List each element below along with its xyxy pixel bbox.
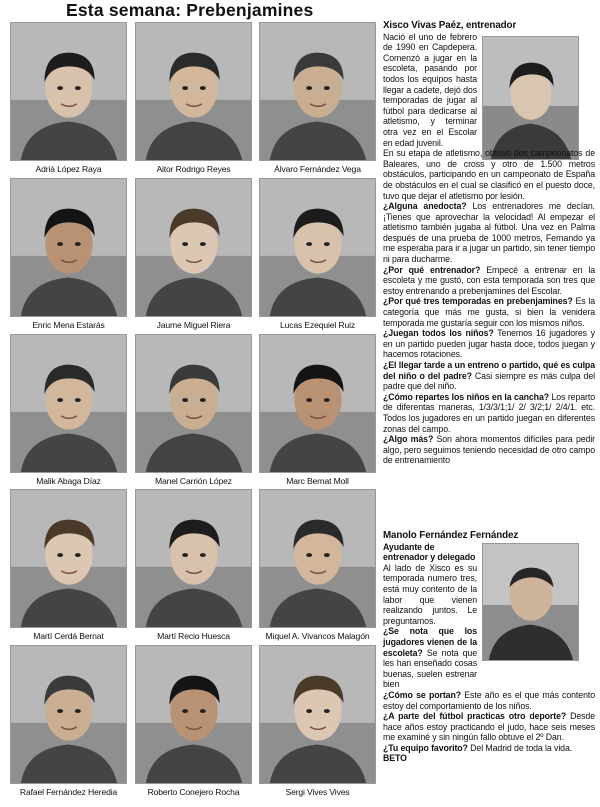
interview-question: ¿El llegar tarde a un entreno o partido, qué es culpa del niño o del padre? (383, 360, 595, 381)
player-name: Aitor Rodrigo Reyes (156, 164, 231, 174)
player-name: Miquel A. Vivancos Malagón (265, 631, 370, 641)
player-card (135, 489, 252, 641)
interview-answer: Los entrenadores me decían. ¡Tienes que aprovechar la velocidad! Al empezar el atletismo también jugaba al fútbol. Una vez en Palma después de una prueba de 1000 metros, Fernando ya me esperaba para ir a jugar un partido, sin tener tiempo ni para ducharme. (383, 201, 596, 265)
player-card (135, 22, 252, 174)
player-photo (10, 334, 127, 473)
player-name: Rafael Fernández Heredia (19, 787, 118, 797)
player-name: Marc Bernat Moll (286, 476, 349, 486)
assistant-role: Ayudante de entrenador y delegado (383, 541, 476, 563)
coach-article (383, 21, 595, 466)
coach-interview (383, 201, 595, 466)
player-name: Malik Abaga Díaz (36, 476, 101, 486)
interview-question: ¿Cómo se portan? (383, 689, 461, 700)
interview-answer: Es la categoría que más me gusta, si bien la venidera temporada me gustaría seguir con los mismos niños. (383, 296, 595, 328)
player-card (259, 22, 376, 174)
interview-entry (383, 328, 595, 360)
player-name: Adrià López Raya (35, 164, 102, 174)
player-name: Sergi Vives Vives (285, 787, 350, 797)
player-photo (259, 22, 376, 161)
player-card (259, 178, 376, 330)
interview-entry (383, 690, 595, 711)
player-photo (259, 489, 376, 628)
interview-question: ¿Juegan todos los niños? (383, 328, 494, 339)
player-name: Roberto Conejero Rocha (147, 787, 240, 797)
player-card (259, 489, 376, 641)
interview-question: ¿Cómo repartes los niños en la cancha? (383, 391, 550, 402)
player-card (10, 178, 127, 330)
author-signature: BETO (383, 753, 407, 764)
interview-question: ¿Tu equipo favorito? (383, 742, 468, 753)
coach-bio: Nació el uno de febrero de 1990 en Capdepera. Comenzó a jugar en la escoleta, pasando por todos los equipos hasta llegar a cadete, dejó dos temporadas de jugar al fútbol para dedicarse al atletismo, y terminar otra vez en el Escolar en edad juvenil. (383, 31, 477, 148)
interview-entry (383, 711, 595, 743)
interview-answer: Desde hace años estoy practicando el judo, hace seis meses me examiné y sin ningún fallo obtuve el 2º Dan. (383, 711, 595, 743)
interview-answer: Del Madrid de toda la vida. (467, 742, 573, 753)
player-photo (259, 645, 376, 784)
coach-heading: Xisco Vivas Paéz, entrenador (383, 20, 517, 31)
player-photo (135, 334, 252, 473)
player-photo (10, 22, 127, 161)
interview-question: ¿Se nota que los jugadores vienen de la escoleta? (383, 626, 477, 658)
player-photo (135, 178, 252, 317)
player-name: Martí Recio Huesca (157, 631, 230, 641)
player-card (259, 334, 376, 486)
player-card (259, 645, 376, 797)
interview-answer: Se nota que les han enseñado cosas buenas, suelen estrenar bien (383, 647, 477, 690)
assistant-article (383, 531, 595, 764)
interview-entry (383, 434, 595, 466)
interview-answer: Este año es el que más contento estoy del comportamiento de los niños. (383, 689, 595, 711)
interview-entry (383, 743, 595, 754)
player-card (135, 334, 252, 486)
player-photo (10, 645, 127, 784)
player-name: Lucas Ezequiel Ruiz (279, 320, 355, 330)
interview-entry (383, 265, 595, 297)
player-name: Manel Carrión López (155, 476, 232, 486)
interview-entry (383, 360, 595, 392)
interview-question: ¿Algo más? (383, 434, 434, 445)
player-card (10, 334, 127, 486)
interview-question: ¿Por qué tres temporadas en prebenjamines? (383, 296, 573, 307)
interview-answer: Los reparto de diferentas maneras, 1/3/3/1;1/ 2/ 3/2;1/ 2/4/1. etc. Todos los jugadores en un partido juegan en diferentes zonas del campo. (383, 391, 596, 434)
player-name: Álvaro Fernández Vega (274, 164, 361, 174)
player-card (10, 489, 127, 641)
interview-question: ¿A parte del fútbol practicas otro deporte? (383, 711, 567, 722)
assistant-name: Manolo Fernández Fernández (383, 530, 519, 541)
player-name: Jaume Miguel Riera (156, 320, 231, 330)
interview-entry (383, 201, 595, 265)
assistant-interview (383, 626, 595, 753)
player-photo (135, 645, 252, 784)
interview-answer: Empecé a entrenar en la escoleta y me gustó, con esta temporada son tres que estoy entrenando a prebenjamines del Escolar. (383, 264, 596, 296)
coach-bio-continued: En su etapa de atletismo, obtuvo dos campeonatos de Baleares, uno de cross y otro de 1.500 metros obstáculos, participando en un campeonato de España de obstáculos en el cual se clasificó en el puesto doce, tuvo que dejar el atletismo por lesión. (383, 148, 595, 201)
player-card (10, 22, 127, 174)
player-photo (259, 334, 376, 473)
interview-answer: Tenemos 16 jugadores y en un partido pueden jugar hasta doce, todos juegan y hacemos rotaciones. (383, 328, 595, 360)
player-photo (259, 178, 376, 317)
interview-question: ¿Por qué entrenador? (383, 264, 481, 275)
interview-answer: Casi siempre es más culpa del padre que del niño. (383, 370, 595, 392)
player-card (135, 645, 252, 797)
assistant-bio: Al lado de Xisco es su temporada numero tres, está muy contento de la labor que vienen realizando juntos. Le preguntamos. (383, 562, 477, 626)
player-card (10, 645, 127, 797)
interview-entry (383, 296, 595, 328)
player-photo (135, 489, 252, 628)
player-name: Martí Cerdá Bernat (33, 631, 104, 641)
interview-entry (383, 626, 477, 690)
player-photo (10, 489, 127, 628)
player-card (135, 178, 252, 330)
interview-question: ¿Alguna anedocta? (383, 201, 467, 212)
interview-answer: Son ahora momentos difíciles para pedir algo, pero seguimos teniendo necesidad de otro campo de entrenamiento (383, 434, 596, 466)
page-title: Esta semana: Prebenjamines (66, 0, 314, 20)
player-name: Enric Mena Estarás (32, 320, 105, 330)
interview-entry (383, 392, 595, 434)
player-photo (10, 178, 127, 317)
player-photo (135, 22, 252, 161)
